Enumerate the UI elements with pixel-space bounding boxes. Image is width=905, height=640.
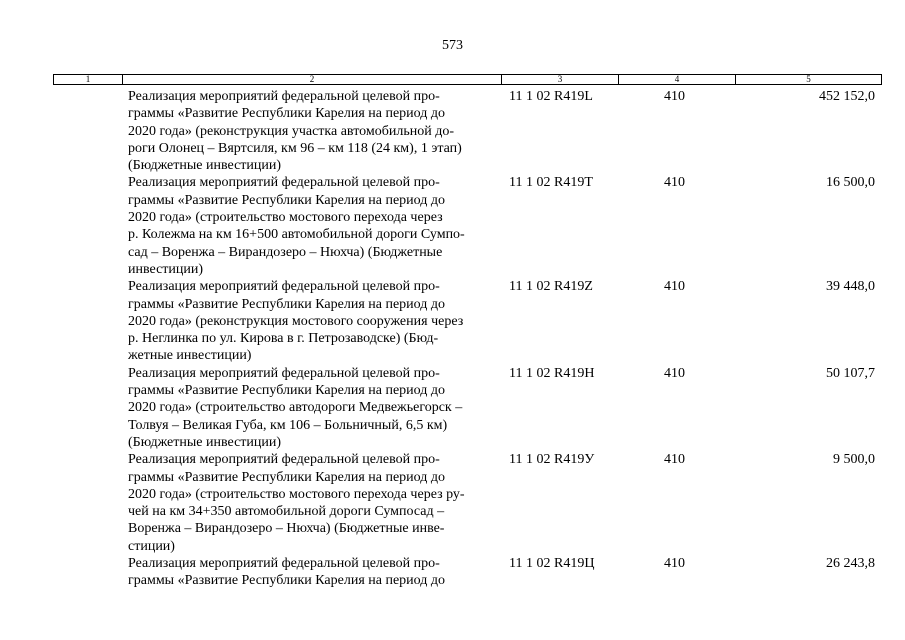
row-expense-type: 410 xyxy=(664,365,685,381)
row-description xyxy=(128,555,503,590)
description-line: Реализация мероприятий федеральной целевой про- xyxy=(128,365,440,381)
row-expense-type: 410 xyxy=(664,279,685,295)
description-line: граммы «Развитие Республики Карелия на период до xyxy=(128,469,446,485)
description-line: сад – Воренжа – Вирандозеро – Нюхча) (Бюджетные xyxy=(128,244,443,260)
row-description xyxy=(128,451,503,555)
description-line: стиции) xyxy=(128,538,175,554)
description-line: Толвуя – Великая Губа, км 106 – Больничный, 6,5 км) xyxy=(128,417,448,433)
table-body xyxy=(53,88,881,590)
table-row xyxy=(53,174,881,278)
row-code: 11 1 02 R419У xyxy=(509,452,595,468)
row-description xyxy=(128,278,503,364)
row-code: 11 1 02 R419H xyxy=(509,365,595,381)
column-header-row xyxy=(54,75,882,85)
description-line: р. Колежма на км 16+500 автомобильной дороги Сумпо- xyxy=(128,227,465,243)
description-line: граммы «Развитие Республики Карелия на период до xyxy=(128,573,446,589)
description-line: р. Неглинка по ул. Кирова в г. Петрозаводске) (Бюд- xyxy=(128,331,439,347)
page-number: 573 xyxy=(442,38,463,53)
row-code: 11 1 02 R419Ц xyxy=(509,556,595,572)
description-line: чей на км 34+350 автомобильной дороги Сумпосад – xyxy=(128,504,445,520)
description-line: (Бюджетные инвестиции) xyxy=(128,434,282,450)
description-line: Реализация мероприятий федеральной целевой про- xyxy=(128,279,440,295)
row-description xyxy=(128,88,503,174)
row-sum: 9 500,0 xyxy=(833,452,875,468)
description-line: граммы «Развитие Республики Карелия на период до xyxy=(128,383,446,399)
description-line: 2020 года» (реконструкция мостового сооружения через xyxy=(128,313,464,329)
table-row xyxy=(53,555,881,590)
description-line: инвестиции) xyxy=(128,261,204,277)
row-code: 11 1 02 R419L xyxy=(509,89,593,104)
row-sum: 452 152,0 xyxy=(819,89,875,104)
description-line: граммы «Развитие Республики Карелия на период до xyxy=(128,296,446,312)
description-line: граммы «Развитие Республики Карелия на период до xyxy=(128,106,446,122)
row-sum: 26 243,8 xyxy=(826,556,875,572)
description-line: 2020 года» (строительство мостового перехода через xyxy=(128,210,443,226)
row-expense-type: 410 xyxy=(664,175,685,191)
column-header-1: 1 xyxy=(54,75,123,85)
row-sum: 16 500,0 xyxy=(826,175,875,191)
description-line: 2020 года» (строительство автодороги Медвежьегорск – xyxy=(128,400,463,416)
description-line: (Бюджетные инвестиции) xyxy=(128,158,282,174)
row-description xyxy=(128,365,503,451)
column-header-table xyxy=(53,74,882,85)
description-line: жетные инвестиции) xyxy=(128,348,252,364)
row-description xyxy=(128,174,503,278)
row-sum: 50 107,7 xyxy=(826,365,875,381)
row-code: 11 1 02 R419T xyxy=(509,175,593,191)
column-header-2: 2 xyxy=(123,75,502,85)
column-header-4: 4 xyxy=(619,75,736,85)
description-line: 2020 года» (строительство мостового перехода через ру- xyxy=(128,486,465,502)
description-line: Реализация мероприятий федеральной целевой про- xyxy=(128,452,440,468)
column-header-3: 3 xyxy=(502,75,619,85)
row-sum: 39 448,0 xyxy=(826,279,875,295)
table-row xyxy=(53,365,881,451)
column-header-5: 5 xyxy=(736,75,882,85)
row-expense-type: 410 xyxy=(664,452,685,468)
description-line: Реализация мероприятий федеральной целевой про- xyxy=(128,89,440,104)
row-expense-type: 410 xyxy=(664,556,685,572)
description-line: Реализация мероприятий федеральной целевой про- xyxy=(128,175,440,191)
description-line: граммы «Развитие Республики Карелия на период до xyxy=(128,192,446,208)
table-row xyxy=(53,88,881,174)
description-line: роги Олонец – Вяртсиля, км 96 – км 118 (24 км), 1 этап) xyxy=(128,140,462,156)
table-row xyxy=(53,451,881,555)
row-expense-type: 410 xyxy=(664,89,685,104)
row-code: 11 1 02 R419Z xyxy=(509,279,593,295)
description-line: 2020 года» (реконструкция участка автомобильной до- xyxy=(128,123,454,139)
description-line: Реализация мероприятий федеральной целевой про- xyxy=(128,556,440,572)
description-line: Воренжа – Вирандозеро – Нюхча) (Бюджетные инве- xyxy=(128,521,445,537)
table-row xyxy=(53,278,881,364)
